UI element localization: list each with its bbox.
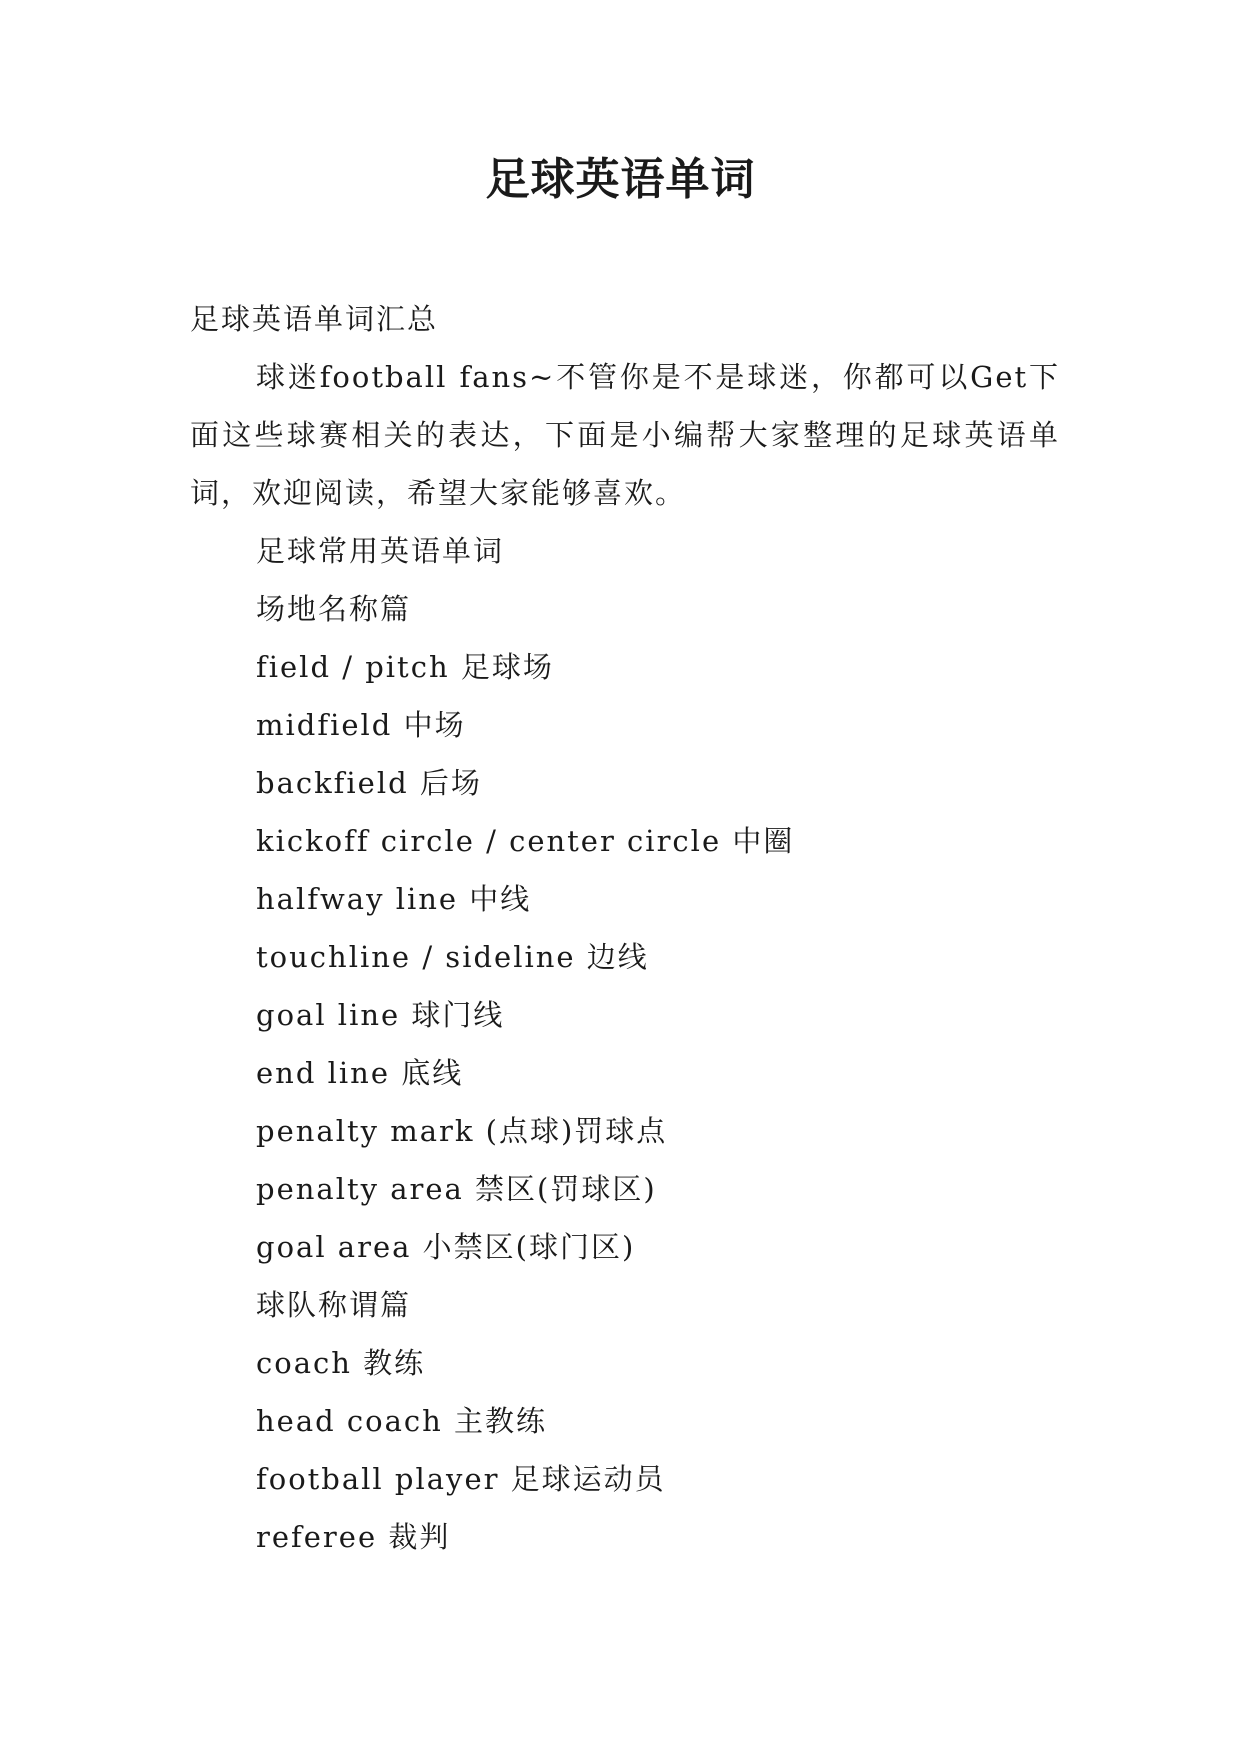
section-heading: 足球英语单词汇总	[190, 302, 439, 336]
list-item: football player 足球运动员	[256, 1462, 666, 1496]
list-item: coach 教练	[256, 1346, 426, 1380]
list-item: penalty mark (点球)罚球点	[256, 1114, 668, 1148]
list-item: 场地名称篇	[256, 592, 412, 626]
list-item: end line 底线	[256, 1056, 464, 1090]
list-item: touchline / sideline 边线	[256, 940, 649, 974]
intro-paragraph: 球迷football fans~不管你是不是球迷，你都可以Get下面这些球赛相关的表达，下面是小编帮大家整理的足球英语单词，欢迎阅读，希望大家能够喜欢。	[190, 360, 1060, 510]
list-item: field / pitch 足球场	[256, 650, 554, 684]
document-body	[190, 290, 1060, 1566]
list-item: goal area 小禁区(球门区)	[256, 1230, 636, 1264]
list-item: 足球常用英语单词	[256, 534, 505, 568]
list-item: head coach 主教练	[256, 1404, 548, 1438]
list-item: kickoff circle / center circle 中圈	[256, 824, 795, 858]
vocabulary-list	[190, 522, 1060, 1566]
list-item: 球队称谓篇	[256, 1288, 412, 1322]
list-item: halfway line 中线	[256, 882, 532, 916]
list-item: backfield 后场	[256, 766, 482, 800]
list-item: midfield 中场	[256, 708, 466, 742]
list-item: goal line 球门线	[256, 998, 505, 1032]
list-item: penalty area 禁区(罚球区)	[256, 1172, 657, 1206]
list-item: referee 裁判	[256, 1520, 451, 1554]
document-title: 足球英语单词	[485, 154, 756, 205]
